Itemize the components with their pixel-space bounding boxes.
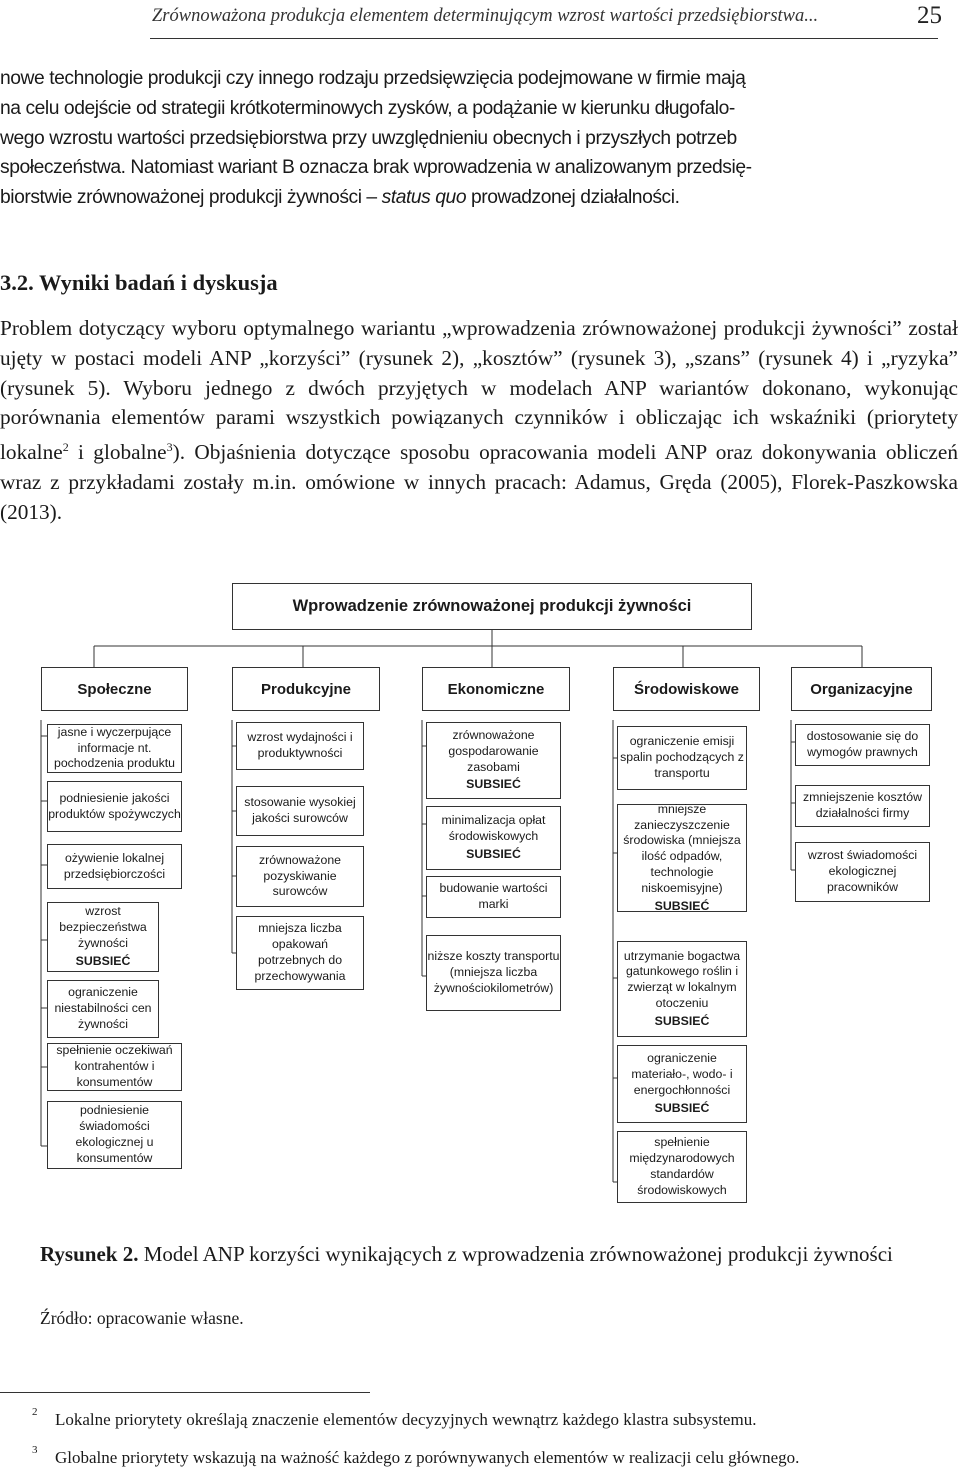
criterion-label: ograniczenie emisji spalin pochodzących z transportu [620, 734, 744, 780]
criterion-box [795, 724, 930, 766]
criterion-subnetwork-box [617, 801, 747, 913]
criterion-label: zrównoważone gospodarowanie zasobami [448, 727, 539, 774]
figure-label: Rysunek 2. [40, 1242, 139, 1266]
category-organizacyjne [791, 667, 932, 711]
subnetwork-label: SUBSIEĆ [654, 1100, 710, 1115]
criterion-label: utrzymanie bogactwa gatunkowego roślin i zwierząt w lokalnym otoczeniu [623, 948, 741, 1010]
category-label: Środowiskowe [633, 680, 740, 698]
criterion-box [236, 846, 364, 907]
criterion-label: ograniczenie materiało-, wodo- i energochłonności [631, 1051, 733, 1097]
running-header [0, 0, 960, 42]
criterion-label: wzrost świadomości ekologicznej pracowników [807, 848, 918, 894]
text-line: nowe technologie produkcji czy innego rodzaju przedsięwzięcia podejmowane w firmie mają [0, 68, 746, 89]
criterion-box [47, 724, 182, 773]
category-srodowiskowe [613, 667, 760, 711]
category-spoleczne [41, 667, 188, 711]
footnote-ref: 3 [166, 440, 173, 455]
section-heading: 3.2. Wyniki badań i dyskusja [0, 270, 278, 295]
criterion-box [795, 785, 930, 827]
criterion-box [617, 726, 747, 790]
criterion-subnetwork-box [617, 1045, 747, 1123]
category-label: Społeczne [77, 680, 152, 698]
subnetwork-label: SUBSIEĆ [466, 846, 521, 861]
goal-label: Wprowadzenie zrównoważonej produkcji żywności [292, 597, 692, 615]
criterion-box [47, 1043, 182, 1091]
category-ekonomiczne [422, 667, 570, 711]
status-quo-italic: status quo [381, 187, 467, 209]
header-rule [150, 38, 938, 39]
paragraph-text: ). Objaśnienia dotyczące sposobu opracowania modeli ANP oraz dokonywania obliczeń wraz z przykładami zostały m.in. omówione w innych pracach: Adamus, Gręda (2005), Florek-Paszkowska (2013). [0, 440, 958, 524]
criterion-box [236, 722, 364, 770]
subnetwork-label: SUBSIEĆ [654, 898, 710, 913]
page-number: 25 [917, 2, 942, 29]
text-line: społeczeństwa. Natomiast wariant B oznacza brak wprowadzenia w analizowanym przedsię- [0, 157, 752, 179]
criterion-box [617, 1131, 747, 1203]
criterion-subnetwork-box [47, 902, 159, 972]
footnote-rule [0, 1392, 370, 1393]
criterion-label: spełnienie międzynarodowych standardów środowiskowych [629, 1135, 735, 1197]
figure-source: Źródło: opracowanie własne. [40, 1308, 244, 1328]
subnetwork-label: SUBSIEĆ [654, 1013, 710, 1028]
criterion-box [426, 876, 561, 918]
category-label: Produkcyjne [260, 680, 352, 698]
goal-box [232, 583, 752, 630]
criterion-label: spełnienie oczekiwań kontrahentów i konsumentów [56, 1043, 173, 1089]
criterion-subnetwork-box [426, 806, 561, 870]
criterion-subnetwork-box [426, 722, 561, 799]
text-line: biorstwie zrównoważonej produkcji żywności – [0, 187, 382, 209]
footnote-number: 2 [32, 1406, 38, 1418]
text-line: wego wzrostu wartości przedsiębiorstwa przy uwzględnieniu obecnych i przyszłych potrzeb [0, 127, 737, 149]
criterion-subnetwork-box [617, 941, 747, 1037]
footnote-text: Globalne priorytety wskazują na ważność każdego z porównywanych elementów w realizacji celu głównego. [55, 1448, 800, 1467]
text-line: na celu odejście od strategii krótkoterminowych zysków, a podążanie w kierunku długofalo- [0, 97, 735, 119]
criterion-label: stosowanie wysokiej jakości surowców [244, 795, 356, 825]
criterion-label: mniejsze zanieczyszczenie środowiska (mniejsza ilość odpadów, technologie niskoemisyjne) [623, 801, 741, 895]
criterion-label: dostosowanie się do wymogów prawnych [806, 729, 919, 759]
text-line: prowadzonej działalności. [466, 187, 680, 209]
criterion-label: niższe koszty transportu (mniejsza liczba żywnościokilometrów) [427, 949, 560, 995]
subnetwork-label: SUBSIEĆ [75, 953, 131, 968]
figure-caption [40, 1240, 920, 1269]
figure-title: Model ANP korzyści wynikających z wprowadzenia zrównoważonej produkcji żywności [138, 1242, 893, 1266]
criterion-label: jasne i wyczerpujące informacje nt. pochodzenia produktu [53, 724, 175, 771]
paragraph-continued [0, 64, 958, 213]
subnetwork-label: SUBSIEĆ [466, 777, 521, 792]
criterion-label: podniesienie jakości produktów spożywczych [48, 790, 181, 821]
paragraph-results [0, 314, 958, 528]
criterion-box [236, 916, 364, 990]
criterion-label: budowanie wartości marki [439, 881, 548, 911]
criterion-label: zrównoważone pozyskiwanie surowców [258, 852, 342, 899]
criterion-label: wzrost wydajności i produktywności [247, 730, 353, 760]
criterion-box [47, 1101, 182, 1169]
criterion-box [47, 980, 159, 1038]
footnote-ref: 2 [62, 440, 69, 455]
criterion-label: podniesienie świadomości ekologicznej u konsumentów [75, 1103, 154, 1165]
criterion-box [47, 781, 182, 832]
anp-benefits-diagram [0, 578, 960, 1218]
criterion-label: mniejsza liczba opakowań potrzebnych do przechowywania [254, 921, 346, 983]
criterion-label: wzrost bezpieczeństwa żywności [59, 904, 147, 950]
criterion-box [47, 844, 182, 889]
criterion-label: ożywienie lokalnej przedsiębiorczości [63, 850, 166, 881]
paragraph-text: i globalne [68, 440, 167, 465]
criterion-box [426, 935, 561, 1011]
criterion-box [236, 786, 364, 836]
running-title: Zrównoważona produkcja elementem determinującym wzrost wartości przedsiębiorstwa... [152, 6, 819, 26]
criterion-label: ograniczenie niestabilności cen żywności [54, 985, 152, 1031]
footnote-number: 3 [32, 1444, 38, 1456]
criterion-label: minimalizacja opłat środowiskowych [441, 813, 546, 844]
criterion-box [795, 842, 930, 902]
criterion-label: zmniejszenie kosztów działalności firmy [803, 790, 922, 820]
footnote-text: Lokalne priorytety określają znaczenie elementów decyzyjnych wewnątrz każdego klastra subsystemu. [55, 1410, 757, 1429]
paragraph-text: Problem dotyczący wyboru optymalnego wariantu „wprowadzenia zrównoważonej produkcji żywności” został ujęty w postaci modeli ANP „korzyści” (rysunek 2), „kosztów” (rysunek 3), „szans” (rysunek 4) i „ryzyka” (rysunek 5). Wyboru jednego z dwóch przyjętych w modelach ANP wariantów dokonano, wykonując porównania elementów parami wszystkich powiązanych czynników i obliczając ich wskaźniki (priorytety lokalne [0, 316, 958, 465]
category-label: Ekonomiczne [447, 680, 545, 698]
category-produkcyjne [232, 667, 380, 711]
category-label: Organizacyjne [810, 680, 913, 698]
